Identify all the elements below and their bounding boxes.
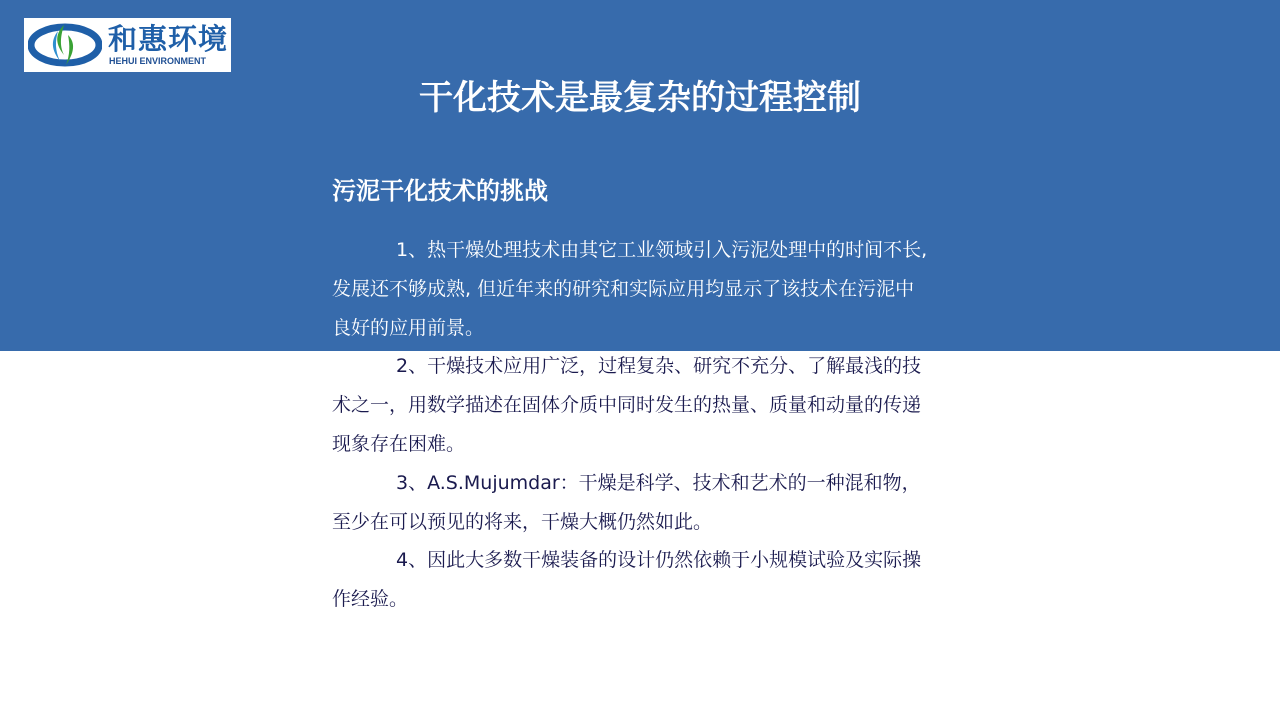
logo-chinese-name: 和惠环境 bbox=[108, 22, 229, 56]
paragraph-line: 2、干燥技术应用广泛，过程复杂、研究不充分、了解最浅的技 bbox=[396, 355, 922, 378]
logo-english-name: HEHUI ENVIRONMENT bbox=[109, 56, 207, 66]
paragraph-2 bbox=[332, 347, 992, 463]
paragraph-line: 至少在可以预见的将来，干燥大概仍然如此。 bbox=[332, 510, 713, 533]
section-heading: 污泥干化技术的挑战 bbox=[332, 177, 548, 205]
paragraph-3 bbox=[332, 464, 992, 542]
paragraph-4 bbox=[332, 541, 992, 619]
body-text bbox=[332, 231, 992, 619]
company-logo bbox=[24, 18, 231, 72]
slide-title: 干化技术是最复杂的过程控制 bbox=[419, 78, 861, 118]
paragraph-line: 良好的应用前景。 bbox=[332, 316, 485, 339]
logo-emblem-icon bbox=[28, 21, 102, 69]
paragraph-line: 作经验。 bbox=[332, 588, 409, 611]
paragraph-line: 发展还不够成熟, 但近年来的研究和实际应用均显示了该技术在污泥中 bbox=[332, 277, 915, 300]
paragraph-line: 1、热干燥处理技术由其它工业领域引入污泥处理中的时间不长, bbox=[396, 239, 928, 261]
paragraph-line: 4、因此大多数干燥装备的设计仍然依赖于小规模试验及实际操 bbox=[396, 549, 922, 572]
paragraph-line: 3、A.S.Mujumdar：干燥是科学、技术和艺术的一种混和物， bbox=[396, 471, 921, 494]
paragraph-line: 术之一，用数学描述在固体介质中同时发生的热量、质量和动量的传递 bbox=[332, 394, 922, 417]
paragraph-line: 现象存在困难。 bbox=[332, 432, 466, 455]
paragraph-1 bbox=[332, 231, 992, 347]
